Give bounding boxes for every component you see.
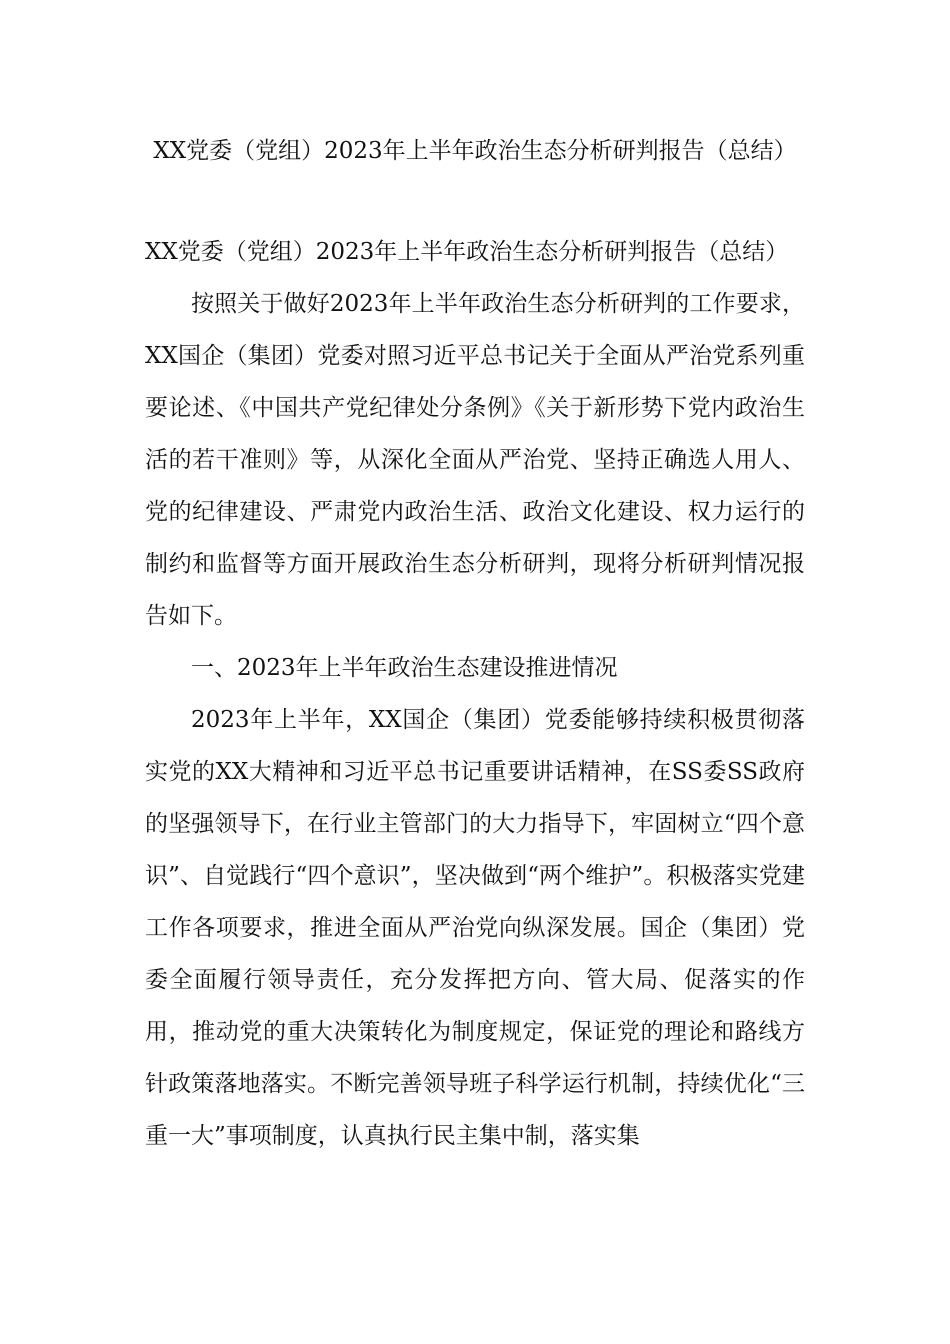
document-body [145, 226, 805, 1162]
body-paragraph: 2023年上半年，XX国企（集团）党委能够持续积极贯彻落实党的XX大精神和习近平总书记重要讲话精神，在SS委SS政府的坚强领导下，在行业主管部门的大力指导下，牢固树立“四个意识”、自觉践行“四个意识”，坚决做到“两个维护”。积极落实党建工作各项要求，推进全面从严治党向纵深发展。国企（集团）党委全面履行领导责任，充分发挥把方向、管大局、促落实的作用，推动党的重大决策转化为制度规定，保证党的理论和路线方针政策落地落实。不断完善领导班子科学运行机制，持续优化“三重一大”事项制度，认真执行民主集中制，落实集 [145, 707, 805, 1149]
repeated-title-paragraph: XX党委（党组）2023年上半年政治生态分析研判报告（总结） [145, 239, 789, 265]
section-heading: 一、2023年上半年政治生态建设推进情况 [191, 655, 618, 681]
document-title: XX党委（党组）2023年上半年政治生态分析研判报告（总结） [153, 138, 797, 164]
intro-paragraph: 按照关于做好2023年上半年政治生态分析研判的工作要求，XX国企（集团）党委对照习近平总书记关于全面从严治党系列重要论述、《中国共产党纪律处分条例》《关于新形势下党内政治生活的若干准则》等，从深化全面从严治党、坚持正确选人用人、党的纪律建设、严肃党内政治生活、政治文化建设、权力运行的制约和监督等方面开展政治生态分析研判，现将分析研判情况报告如下。 [145, 291, 805, 629]
